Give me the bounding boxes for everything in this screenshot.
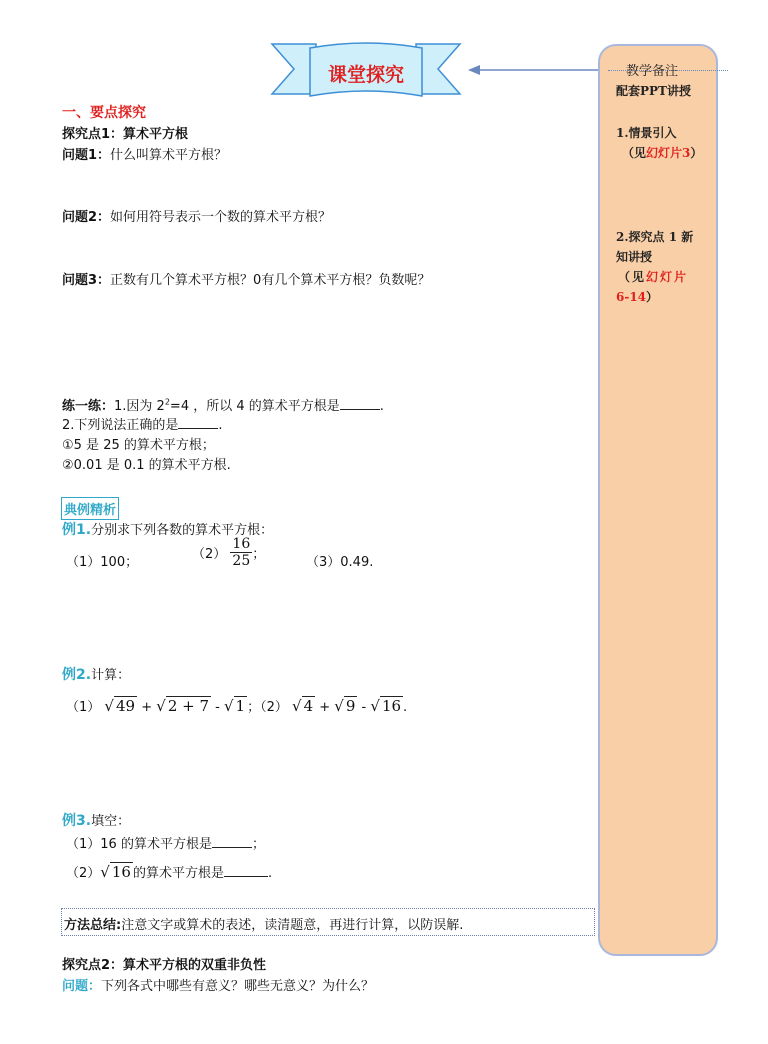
example-1-text: 分别求下列各数的算术平方根：	[91, 523, 274, 538]
point2-question	[62, 975, 374, 994]
note2-line1: 2.探究点 1 新	[616, 230, 694, 244]
fraction-numerator: 16	[232, 536, 251, 552]
radical: √ 4	[292, 697, 314, 715]
question-2-text: 如何用符号表示一个数的算术平方根？	[110, 210, 332, 225]
point2-title: 探究点2：算术平方根的双重非负性	[62, 958, 267, 973]
teaching-notes-sidebar	[598, 44, 718, 956]
example-3-line-1	[66, 833, 265, 852]
method-summary	[64, 914, 463, 933]
radicand: 2 + 7	[167, 697, 210, 715]
answer-blank	[178, 428, 218, 429]
example-1-part-1: （1）100；	[66, 555, 139, 570]
question-1-label: 问题1：	[62, 148, 111, 163]
note2-slide: 幻灯片	[646, 270, 689, 284]
note2-range: 6-14	[616, 290, 647, 304]
banner	[266, 38, 466, 102]
operator: -	[211, 700, 224, 715]
example-3-line-1-text: （1）16 的算术平方根是	[66, 837, 212, 852]
radicand: 49	[115, 697, 136, 715]
note1-close: ）	[690, 146, 703, 160]
example-3-line-2-label: （2）	[66, 866, 101, 881]
radical: √ 16	[100, 863, 131, 881]
example-2-text: 计算：	[91, 668, 131, 683]
note2-close: ）	[646, 290, 659, 304]
answer-blank	[224, 876, 268, 877]
example-3-text: 填空：	[91, 814, 131, 829]
example-1-part-2-end: ；	[252, 547, 266, 562]
example-3-line-1-end: ；	[251, 837, 265, 852]
answer-blank	[212, 847, 252, 848]
practice-1b: =4 ，所以 4 的算术平方根是	[169, 399, 340, 414]
sidebar-subtitle: 配套PPT讲授	[616, 84, 691, 98]
note2-line2: 知讲授	[616, 250, 653, 264]
expression-end: .	[403, 700, 408, 715]
note1-open: （见	[622, 146, 647, 160]
radicand: 16	[111, 863, 131, 881]
example-2-part-1: （1）	[66, 700, 101, 715]
practice-1-sup: 2	[164, 397, 170, 407]
example-3	[62, 810, 130, 830]
note1-line2	[622, 144, 702, 161]
practice-2-end: .	[218, 418, 223, 433]
note2-line4	[616, 288, 658, 305]
practice-2: 2.下列说法正确的是	[62, 418, 179, 433]
question-2	[62, 206, 331, 225]
question-2-label: 问题2：	[62, 210, 111, 225]
example-1-part-2-label: （2）	[192, 547, 227, 562]
practice-line-2	[62, 414, 223, 433]
operator: -	[357, 700, 371, 715]
example-3-line-2	[66, 862, 272, 881]
question-3	[62, 269, 430, 288]
note1-line1: 1.情景引入	[616, 126, 677, 140]
example-3-line-2-end: .	[267, 866, 273, 881]
practice-1a: 1.因为 2	[114, 399, 165, 414]
question-3-label: 问题3：	[62, 273, 111, 288]
section-heading: 一、要点探究	[62, 105, 146, 121]
separator: ；（2）	[247, 700, 288, 715]
radical: √ 16	[370, 697, 402, 715]
radicand: 16	[381, 697, 402, 715]
radicand: 1	[235, 697, 246, 715]
question-3-text: 正数有几个算术平方根？0有几个算术平方根？负数呢？	[110, 273, 431, 288]
method-label: 方法总结:	[64, 918, 122, 933]
banner-title: 课堂探究	[327, 64, 404, 86]
question-1	[62, 144, 227, 163]
practice-line-1	[62, 395, 384, 414]
example-3-label: 例3.	[62, 813, 92, 829]
practice-1-end: .	[379, 399, 384, 414]
method-text: 注意文字或算术的表述，读清题意，再进行计算，以防误解.	[121, 918, 464, 933]
radicand: 9	[345, 697, 356, 715]
fraction-denominator: 25	[232, 553, 251, 569]
point2-question-label: 问题：	[62, 979, 102, 994]
practice-item-2: ②0.01 是 0.1 的算术平方根.	[62, 458, 231, 473]
answer-blank	[340, 409, 380, 410]
radical: √ 49	[104, 697, 136, 715]
fraction	[230, 536, 252, 569]
question-1-text: 什么叫算术平方根？	[110, 148, 228, 163]
point1-title: 探究点1：算术平方根	[62, 127, 189, 142]
example-2-label: 例2.	[62, 667, 92, 683]
note1-slide: 幻灯片3	[646, 146, 691, 160]
example-1-part-3: （3）0.49.	[306, 555, 374, 570]
examples-badge: 典例精析	[61, 497, 119, 520]
radicand: 4	[303, 697, 314, 715]
sidebar-title: 教学备注	[626, 64, 679, 79]
note2-line3	[618, 268, 688, 285]
example-1-label: 例1.	[62, 522, 92, 538]
example-3-line-2-text: 的算术平方根是	[132, 866, 224, 881]
example-2	[62, 664, 130, 684]
note2-open: （见	[618, 270, 647, 284]
point2-question-text: 下列各式中哪些有意义？哪些无意义？为什么？	[101, 979, 375, 994]
operator: +	[137, 700, 157, 715]
radical: √ 9	[334, 697, 356, 715]
radical: √ 2 + 7	[156, 697, 210, 715]
operator: +	[315, 700, 335, 715]
radical: √ 1	[223, 697, 246, 715]
example-2-expression	[66, 696, 407, 715]
practice-label: 练一练：	[62, 399, 115, 414]
practice-item-1: ①5 是 25 的算术平方根；	[62, 438, 215, 453]
example-1-part-2	[192, 536, 265, 569]
